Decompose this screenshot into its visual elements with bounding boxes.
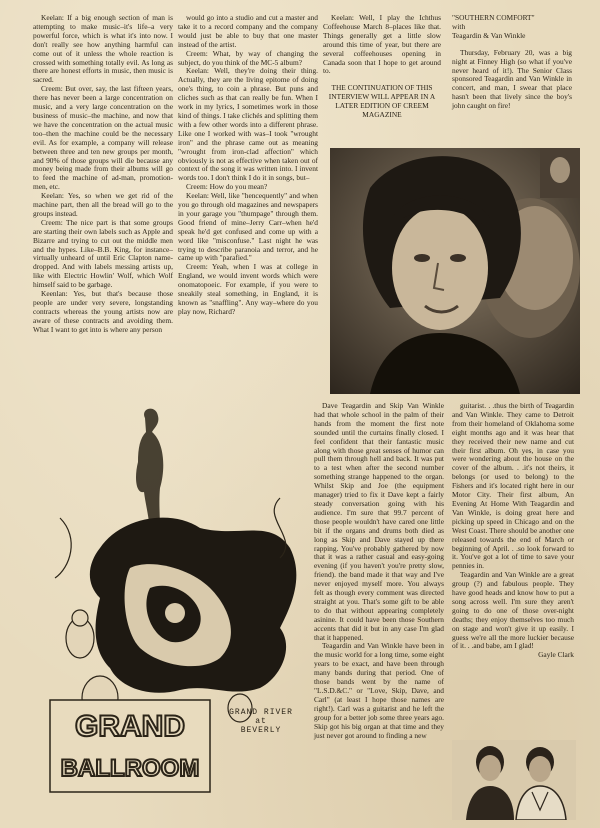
paragraph: Keenlan: Yes, but that's because those people are under very severe, longstanding contracts whereas the young artists now are aware of these contracts and avoiding them. What I want to get into is where any person: [33, 289, 173, 334]
review-column-2: [314, 402, 444, 740]
address-cross: BEVERLY: [240, 726, 282, 735]
address-street: GRAND RIVER: [229, 708, 293, 717]
venue-address: [212, 708, 310, 735]
logo-word-ballroom: BALLROOM: [60, 755, 200, 782]
paragraph: Keelan: Well, they're doing their thing. Actually, they are the living epitome of doing one's thing, to coin a phrase. But puns and cliches such as that can really be fun. When I work in my lyrics, I sometimes work in those kind of things. I take clichés and splitting them with a few other words into a different phrase. Like one I worked with was–I took "wrought iron" and the phrase came out as meaning "wrought from iron-clad affection" which obviously is not as effective when taken out of context of the song it was written into. I invent words too. I don't think I do it in songs, but–: [178, 66, 318, 183]
paragraph: guitarist. . .thus the birth of Teagardin and Van Winkle. They came to Detroit from their homeland of Oklahoma some eight months ago and it was hear that they received their new name and cut their first album. Oh yes, in case you were wondering about the house on the cover of the album. . .it's not theirs, it belongs (or used to belong) to the Fishers and it's located right here in our Motor City. Their first album, An Evening At Home With Teagardin and Van Winkle, is doing great here and picking up speed in Chicago and on the West Coast. There should be another one released towards the end of March or beginning of April. . .so look forward to it. You've got a lot of time to save your pennies in.: [452, 401, 574, 571]
interview-column-1: [33, 14, 173, 335]
headline-artists: Teagardin & Van Winkle: [452, 30, 526, 40]
psychedelic-illustration: [40, 398, 310, 808]
logo-word-grande: GRAND: [75, 710, 185, 743]
paragraph: Thursday, February 20, was a big night at Finney High (so what if you've never heard of it!). The Senior Class sponsored Teagardin and Van Winkle in concert, and man, I swear that place hasn't been that lively since the boy's john caught on fire!: [452, 47, 572, 111]
interview-column-3: [323, 14, 441, 120]
review-column-3: [452, 402, 574, 660]
byline: Gayle Clark: [538, 650, 574, 660]
grande-ballroom-ad: [40, 398, 310, 808]
paragraph: Teagardin and Van Winkle have been in the music world for a long time, some eight years to be exact, and have been through many bands during that period. One of those bands went by the name of "L.S.D.&C." or "Love, Skip, Dave, and Carl" (at least I hope those names are right!). Carl was a guitarist and he left the group for a better job some three years ago. Skip got his big organ at that time and they just never got around to finding a new: [314, 641, 444, 740]
headline-title: "SOUTHERN COMFORT": [452, 13, 535, 22]
paragraph: Teagardin and Van Winkle are a great group (?) and fabulous people. They have good heads and know how to put a song across well. I'm sure they aren't going to do one of those over-night deaths; they enjoy themselves too much on stage and won't give it up easily. I guess we're all the more luckier because of it. . .and babe, am I glad!: [452, 570, 574, 651]
paragraph: Creem: How do you mean?: [186, 182, 268, 192]
paragraph: Creem: What, by way of changing the subject, do you think of the MC-5 album?: [178, 48, 318, 67]
paragraph: Creem: Yeah, when I was at college in England, we would invent words which were onomatopoeic. For example, if you were to sneakily steal something, in England, it is known as "snaffling". Any way–where do you play now, Richard?: [178, 262, 318, 316]
band-portrait-image: [330, 148, 580, 394]
band-photo: [330, 148, 580, 394]
duo-photo: [452, 740, 576, 820]
paragraph: Creem: The nice part is that some groups are starting their own labels such as Apple and Bizarre and trying to cut out the middle men and the hypes. Like–B.B. King, for instance–virtually unheard of until Eric Clapton name-dropped. And with labels messing artists up, like with Electric Howlin' Wolf, which Wolf himself said to be garbage.: [33, 217, 173, 290]
interview-column-2: [178, 14, 318, 317]
paragraph: Dave Teagardin and Skip Van Winkle had that whole school in the palm of their hands from the moment the first note sounded until the curtains finally closed. I feel confident that their fantastic music along with those great senses of humor can pull them through hell and back. It was put to a test when after the second number something strange happened to the organ. Whilst Skip and Joe (the equipment manager) tried to fix it Dave kept a fairly steady conversation going with his audience. I'm sure that 99.7 percent of those people wouldn't have cared one little bit if the organs and drums both died as long as Skip and Dave stayed up there rapping. You've probably gathered by now that it was a rather casual and easy-going evening (if you haven't you're pretty slow, friend). the band made it that way and I've never enjoyed myself more. You always felt as though every comment was directed straight at you. That's some gift to be able to do that without appearing completely asinine. It could have been those Southern accents that did it but in any case I'm glad that it happened.: [314, 401, 444, 642]
paragraph: Keelan: Well, I play the Ichthus Coffeehouse March 8–places like that. Things generally get a little slow around this time of year, but there are several coffeehouses opening in Canada soon that I hope to get around to.: [323, 13, 441, 76]
paragraph: Keelan: If a big enough section of man is attempting to make music–it's life–a very powerful force, which is what it's into now. I don't really see how anything harmful can come out of it unless the whole reaction is crossed with something totally evil. As long as there are honest efforts in music, then music is sacred.: [33, 13, 173, 85]
continuation-notice: THE CONTINUATION OF THIS INTERVIEW WILL APPEAR IN A LATER EDITION OF CREEM MAGAZINE: [328, 83, 436, 120]
duo-portrait-image: [452, 740, 576, 820]
paragraph: Keelan: Yes, so when we get rid of the machine part, then all the bread will go to the groups instead.: [33, 191, 173, 218]
headline-with: with: [452, 21, 466, 31]
address-at: at: [255, 717, 267, 726]
paragraph: Keelan: Well, like "hencequently" and when you go through old magazines and newspapers in your garage you "thumpage" through them. Good friend of mine–Jerry Carr–when he'd speak he'd get confused and come up with a word like "misconfuse." Last night he was trying to describe paranoia and terror, and he came up with "parafied.": [178, 191, 318, 263]
paragraph: would go into a studio and cut a master and take it to a record company and the company would just be able to buy that one master instead of the artist.: [178, 13, 318, 49]
paragraph: Creem: But over, say, the last fifteen years, there has never been a large concentration on music, and a very large concentration on the business of music–the machine, and now that we have the concentration on the actual music too–then the machine could be the necessary evil. As for example, a company will release between three and ten new groups per month, and 90% of those groups will die because any money being made from their albums will go to feed the machine of ad-man, promotion-men, etc.: [33, 84, 173, 192]
review-column-intro: [452, 14, 572, 111]
